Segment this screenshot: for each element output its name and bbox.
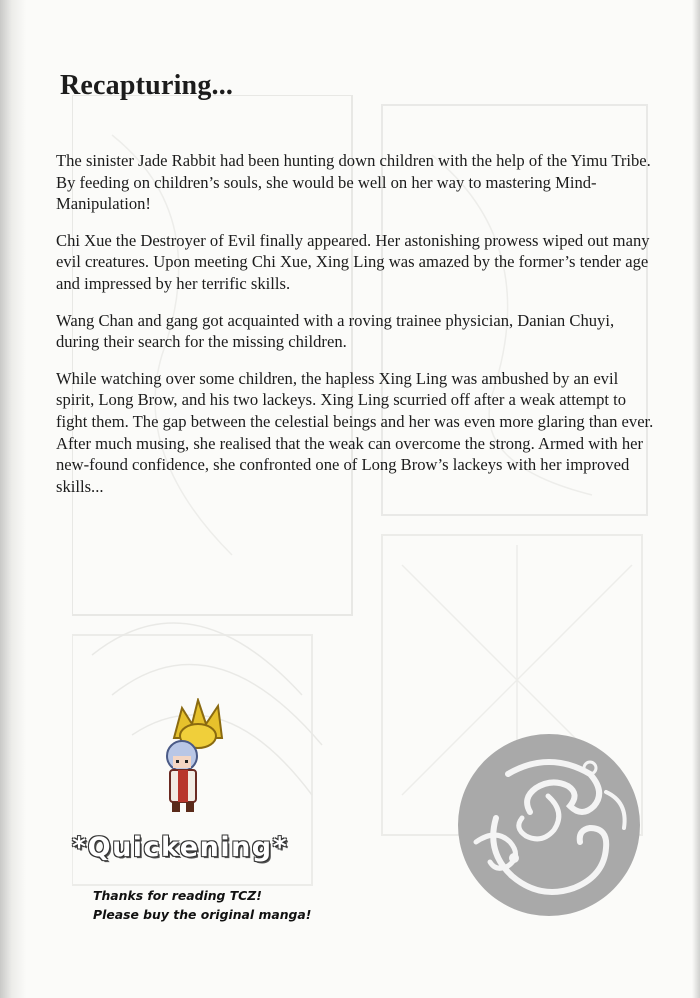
- page-title: Recapturing...: [60, 70, 234, 101]
- page-gutter-shadow: [0, 0, 26, 998]
- scanlator-credits: [93, 886, 311, 924]
- page-edge-shadow: [692, 0, 700, 998]
- recap-paragraph: While watching over some children, the hapless Xing Ling was ambushed by an evil spirit, Long Brow, and his two lackeys. Xing Ling scurried off after a weak attempt to fight them. The gap between the celestial beings and her was even more glaring than ever. After much musing, she realised that the weak can overcome the strong. Armed with her new-found confidence, she confronted one of Long Brow’s lackeys with her improved skills...: [56, 368, 654, 496]
- pixel-character-sprite: [152, 698, 236, 818]
- recap-text: [56, 150, 654, 512]
- thanks-line: Thanks for reading TCZ!: [93, 888, 262, 903]
- scanlator-signature: *Quickening*: [72, 832, 289, 863]
- swirl-emblem: [456, 732, 642, 918]
- buy-manga-line: Please buy the original manga!: [93, 907, 312, 922]
- recap-paragraph: The sinister Jade Rabbit had been hunting down children with the help of the Yimu Tribe. By feeding on children’s souls, she would be well on her way to mastering Mind-Manipulation!: [56, 151, 651, 214]
- recap-paragraph: Chi Xue the Destroyer of Evil finally appeared. Her astonishing prowess wiped out many evil creatures. Upon meeting Chi Xue, Xing Ling was amazed by the former’s tender age and impressed by her terrific skills.: [56, 230, 650, 293]
- recap-paragraph: Wang Chan and gang got acquainted with a roving trainee physician, Danian Chuyi, during their search for the missing children.: [56, 310, 615, 352]
